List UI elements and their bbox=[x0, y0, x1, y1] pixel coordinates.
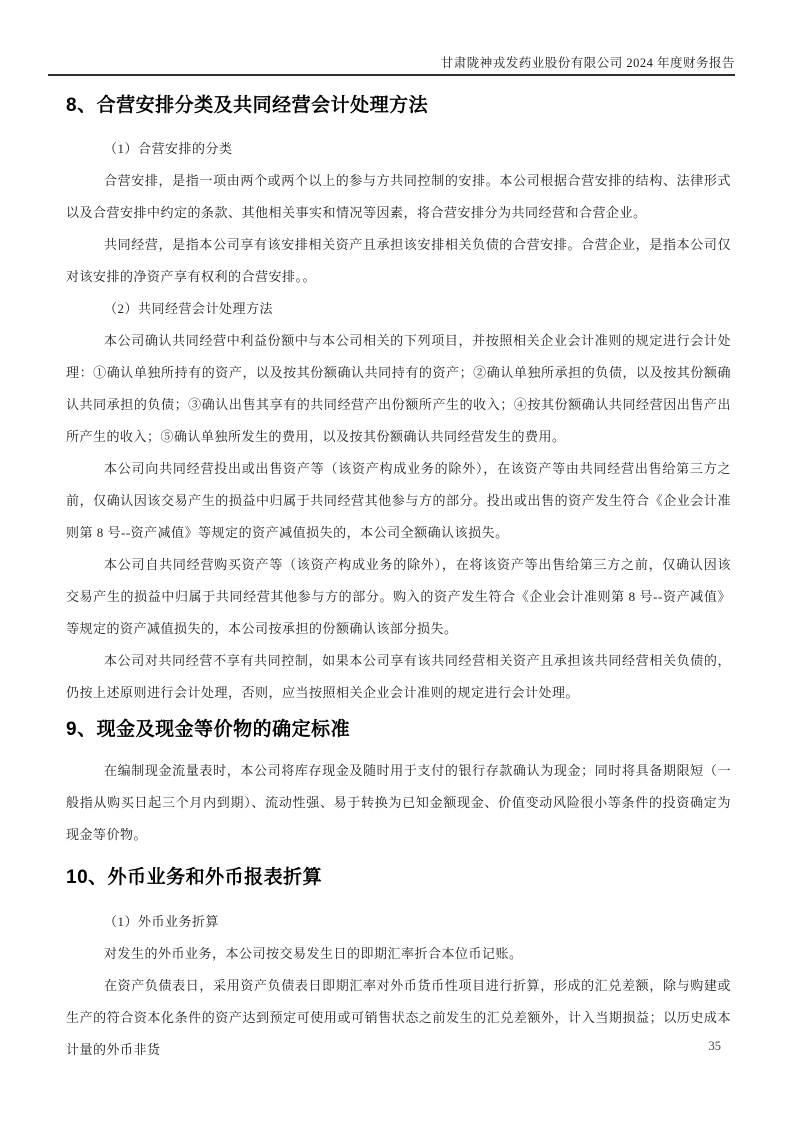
paragraph-balance-sheet-date-translation: 在资产负债表日，采用资产负债表日即期汇率对外币货币性项目进行折算，形成的汇兑差额，除与购建或生产的符合资本化条件的资产达到预定可使用或可销售状态之前发生的汇兑差额外，计入当期损益；以历史成本计量的外币非货 bbox=[66, 978, 731, 1057]
paragraph-joint-operation-definition: 共同经营，是指本公司享有该安排相关资产且承担该安排相关负债的合营安排。合营企业，是指本公司仅对该安排的净资产享有权利的合营安排。。 bbox=[66, 237, 731, 284]
header-title: 甘肃陇神戎发药业股份有限公司 2024 年度财务报告 bbox=[440, 56, 735, 70]
section-heading-cash-equivalents: 9、现金及现金等价物的确定标准 bbox=[66, 719, 351, 740]
section-heading-foreign-currency: 10、外币业务和外币报表折算 bbox=[66, 867, 323, 888]
paragraph-assets-purchased: 本公司自共同经营购买资产等（该资产构成业务的除外），在将该资产等出售给第三方之前，仅确认因该交易产生的损益中归属于共同经营其他参与方的部分。购入的资产发生符合《企业会计准则第 8 号--资产减值》等规定的资产减值损失的，本公司按承担的份额确认该部分损失。 bbox=[66, 557, 731, 636]
subheading-joint-arrangement-classes: （1）合营安排的分类 bbox=[104, 141, 233, 156]
page-number: 35 bbox=[708, 1039, 721, 1053]
paragraph-no-joint-control: 本公司对共同经营不享有共同控制，如果本公司享有该共同经营相关资产且承担该共同经营相关负债的，仍按上述原则进行会计处理，否则，应当按照相关企业会计准则的规定进行会计处理。 bbox=[66, 653, 731, 700]
section-heading-joint-arrangements: 8、合营安排分类及共同经营会计处理方法 bbox=[66, 95, 429, 116]
paragraph-cash-equivalents-criteria: 在编制现金流量表时，本公司将库存现金及随时用于支付的银行存款确认为现金；同时将具备期限短（一般指从购买日起三个月内到期）、流动性强、易于转换为已知金额现金、价值变动风险很小等条件的投资确定为现金等价物。 bbox=[66, 763, 731, 842]
document-body bbox=[66, 93, 731, 1066]
paragraph-spot-rate-recording: 对发生的外币业务，本公司按交易发生日的即期汇率折合本位币记账。 bbox=[104, 946, 523, 961]
subheading-joint-operation-accounting: （2）共同经营会计处理方法 bbox=[104, 301, 274, 316]
subheading-foreign-currency-translation: （1）外币业务折算 bbox=[104, 914, 220, 929]
running-header bbox=[48, 0, 735, 76]
paragraph-assets-contributed-or-sold: 本公司向共同经营投出或出售资产等（该资产构成业务的除外），在该资产等由共同经营出售给第三方之前，仅确认因该交易产生的损益中归属于共同经营其他参与方的部分。投出或出售的资产发生符合《企业会计准则第 8 号--资产减值》等规定的资产减值损失的，本公司全额确认该损失。 bbox=[66, 461, 731, 540]
paragraph-recognition-items: 本公司确认共同经营中利益份额中与本公司相关的下列项目，并按照相关企业会计准则的规定进行会计处理：①确认单独所持有的资产，以及按其份额确认共同持有的资产；②确认单独所承担的负债，以及按其份额确认共同承担的负债；③确认出售其享有的共同经营产出份额所产生的收入；④按其份额确认共同经营因出售产出所产生的收入；⑤确认单独所发生的费用，以及按其份额确认共同经营发生的费用。 bbox=[66, 333, 731, 444]
paragraph-joint-arrangement-definition: 合营安排，是指一项由两个或两个以上的参与方共同控制的安排。本公司根据合营安排的结构、法律形式以及合营安排中约定的条款、其他相关事实和情况等因素，将合营安排分为共同经营和合营企业。 bbox=[66, 173, 731, 220]
